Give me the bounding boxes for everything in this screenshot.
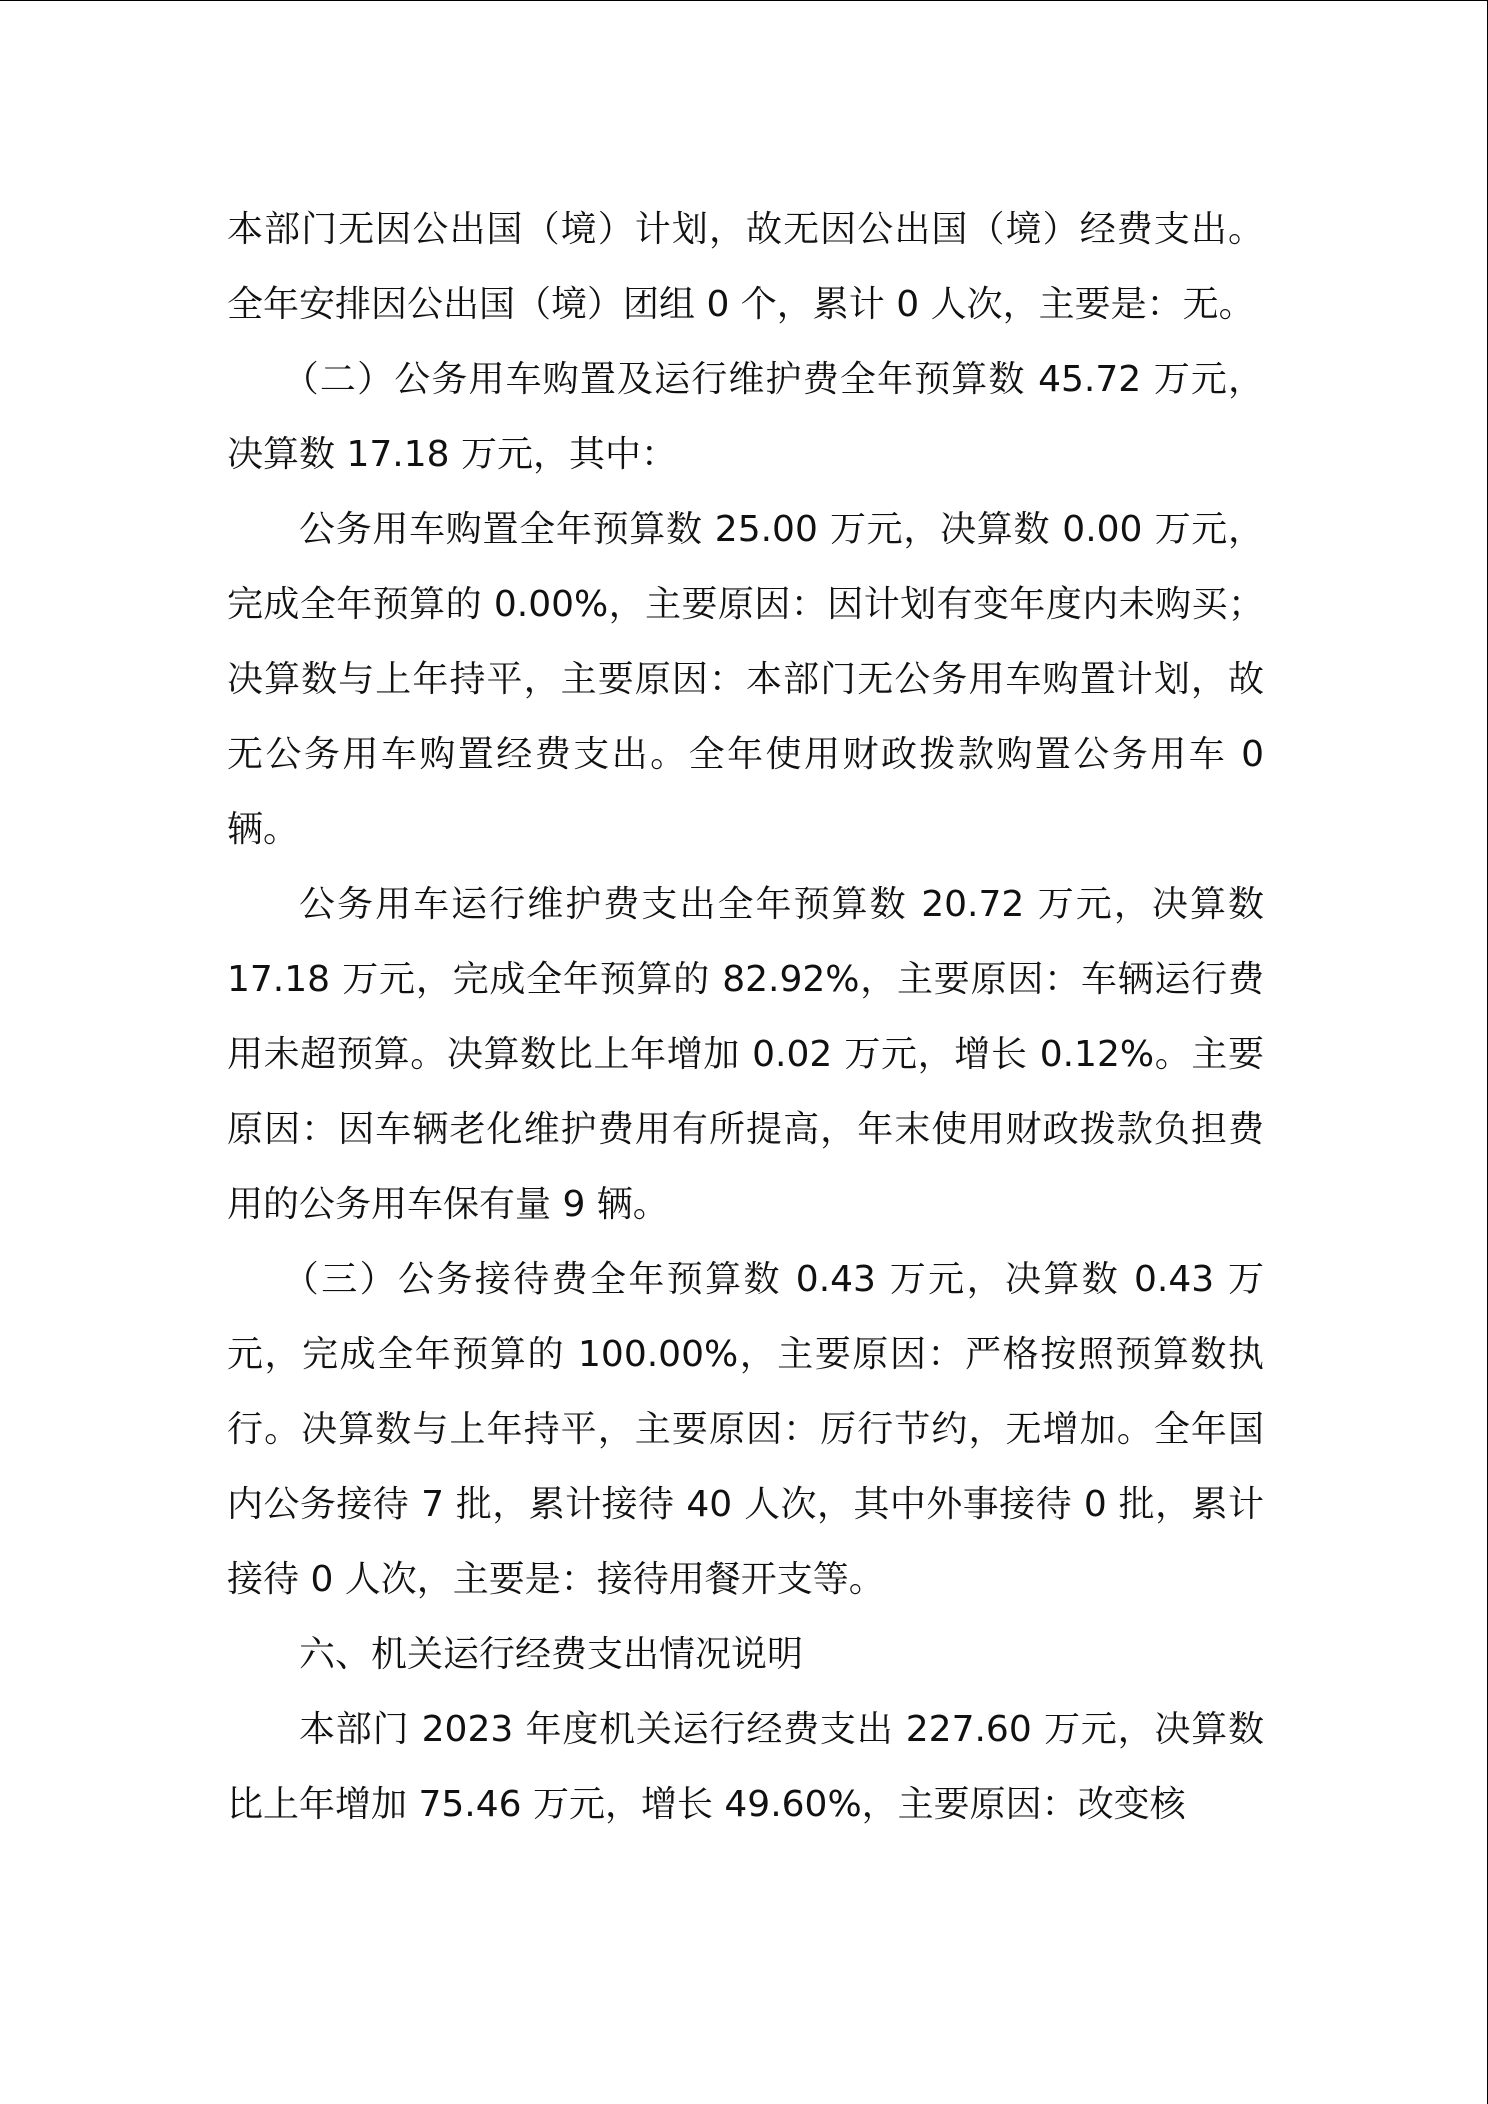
section-heading-operating-expenses: 六、机关运行经费支出情况说明 [299,1634,804,1675]
paragraph-reception: （三）公务接待费全年预算数 0.43 万元，决算数 0.43 万元，完成全年预算的 100.00%，主要原因：严格按照预算数执行。决算数与上年持平，主要原因：厉行节约，无增加。全年国内公务接待 7 批，累计接待 40 人次，其中外事接待 0 批，累计接待 0 人次，主要是：接待用餐开支等。 [227,1259,1264,1600]
document-body [227,192,1264,1842]
paragraph-vehicle-purchase: 公务用车购置全年预算数 25.00 万元，决算数 0.00 万元，完成全年预算的 0.00%，主要原因：因计划有变年度内未购买；决算数与上年持平，主要原因：本部门无公务用车购置计划，故无公务用车购置经费支出。全年使用财政拨款购置公务用车 0 辆。 [227,509,1264,850]
paragraph-vehicle-total: （二）公务用车购置及运行维护费全年预算数 45.72 万元，决算数 17.18 万元，其中： [227,359,1264,475]
paragraph-overseas-travel: 本部门无因公出国（境）计划，故无因公出国（境）经费支出。全年安排因公出国（境）团组 0 个，累计 0 人次，主要是：无。 [227,209,1264,325]
paragraph-vehicle-maintenance: 公务用车运行维护费支出全年预算数 20.72 万元，决算数 17.18 万元，完成全年预算的 82.92%，主要原因：车辆运行费用未超预算。决算数比上年增加 0.02 万元，增长 0.12%。主要原因：因车辆老化维护费用有所提高，年末使用财政拨款负担费用的公务用车保有量 9 辆。 [227,884,1264,1225]
paragraph-operating-expenses: 本部门 2023 年度机关运行经费支出 227.60 万元，决算数比上年增加 75.46 万元，增长 49.60%，主要原因：改变核 [227,1709,1264,1825]
